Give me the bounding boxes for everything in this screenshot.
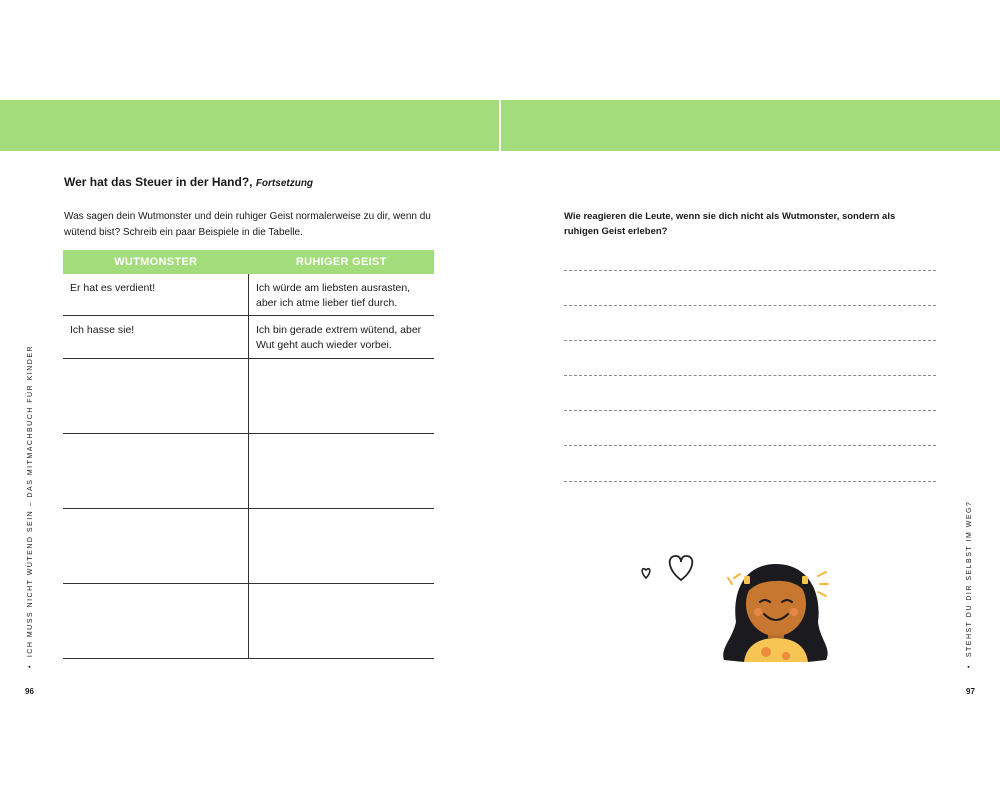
table-row <box>63 584 434 659</box>
header-band-right <box>501 100 1000 151</box>
answer-line[interactable] <box>564 305 936 306</box>
table-cell: Ich hasse sie! <box>63 316 249 359</box>
table-cell[interactable] <box>63 584 249 659</box>
table-cell[interactable] <box>63 434 249 509</box>
table-cell[interactable] <box>249 584 435 659</box>
smiling-girl-hearts-icon <box>636 548 836 668</box>
table-row <box>63 434 434 509</box>
page-title-text: Wer hat das Steuer in der Hand?, <box>64 175 253 189</box>
table-cell[interactable] <box>249 434 435 509</box>
page-title-suffix: Fortsetzung <box>255 178 314 189</box>
answer-line[interactable] <box>564 481 936 482</box>
spine-label-left: ICH MUSS NICHT WÜTEND SEIN – DAS MITMACHBUCH FÜR KINDER <box>27 344 34 658</box>
answer-line[interactable] <box>564 445 936 446</box>
table-header-row <box>63 250 434 274</box>
intro-text: Was sagen dein Wutmonster und dein ruhiger Geist normalerweise zu dir, wenn du wütend bist? Schreib ein paar Beispiele in die Tabelle. <box>64 211 431 238</box>
header-band-left <box>0 100 499 151</box>
comparison-table <box>63 250 434 659</box>
table-cell[interactable] <box>63 509 249 584</box>
spine-label-right: STEHST DU DIR SELBST IM WEG? <box>966 500 973 658</box>
table-cell: Er hat es verdient! <box>63 274 249 316</box>
table-cell[interactable] <box>249 359 435 434</box>
question-text: Wie reagieren die Leute, wenn sie dich nicht als Wutmonster, sondern als ruhigen Geist erleben? <box>564 211 896 237</box>
answer-line[interactable] <box>564 410 936 411</box>
answer-line[interactable] <box>564 375 936 376</box>
page-number-left: 96 <box>25 687 34 696</box>
table-cell[interactable] <box>249 509 435 584</box>
table-cell: Ich würde am liebsten ausrasten, aber ich atme lieber tief durch. <box>249 274 435 316</box>
table-cell[interactable] <box>63 359 249 434</box>
answer-line[interactable] <box>564 270 936 271</box>
answer-line[interactable] <box>564 340 936 341</box>
header-ruhiger-geist: RUHIGER GEIST <box>249 250 435 274</box>
page-number-right: 97 <box>966 687 975 696</box>
table-row <box>63 359 434 434</box>
table-row <box>63 274 434 316</box>
girl-illustration <box>636 548 836 673</box>
spine-text-left: • ICH MUSS NICHT WÜTEND SEIN – DAS MITMACHBUCH FÜR KINDER <box>27 344 34 668</box>
header-wutmonster: WUTMONSTER <box>63 250 249 274</box>
spine-text-right: • STEHST DU DIR SELBST IM WEG? <box>966 500 973 668</box>
table-row <box>63 316 434 359</box>
table-row <box>63 509 434 584</box>
page-title <box>64 175 313 189</box>
table-cell: Ich bin gerade extrem wütend, aber Wut geht auch wieder vorbei. <box>249 316 435 359</box>
